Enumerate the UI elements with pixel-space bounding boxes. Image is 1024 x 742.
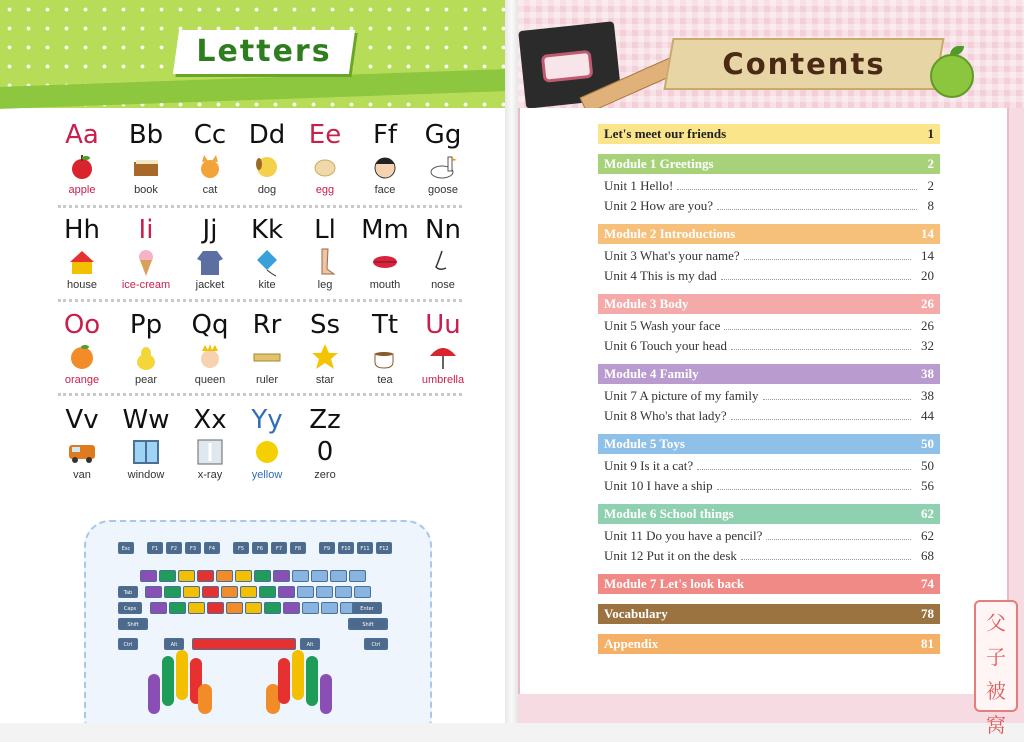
toc-page-number: 38 bbox=[921, 366, 934, 381]
toc-unit-row bbox=[598, 386, 940, 406]
leg-icon bbox=[310, 247, 340, 277]
letter-key bbox=[354, 586, 371, 598]
letter-key bbox=[254, 570, 271, 582]
fn-key: F2 bbox=[166, 542, 182, 554]
letter-key bbox=[183, 586, 200, 598]
toc-unit-row bbox=[598, 336, 940, 356]
letter-key bbox=[159, 570, 176, 582]
green-apple-icon bbox=[930, 54, 974, 98]
toc-label: Unit 7 A picture of my family bbox=[604, 388, 759, 403]
letter-word: queen bbox=[194, 374, 226, 386]
enter-key: Enter bbox=[352, 602, 382, 614]
toc-page-number: 62 bbox=[921, 506, 934, 521]
letter-pair: Yy bbox=[251, 405, 283, 435]
letter-word: orange bbox=[64, 374, 100, 386]
toc-module-heading bbox=[598, 634, 940, 654]
toc-module-heading bbox=[598, 434, 940, 454]
letter-card-book bbox=[116, 120, 176, 196]
nose-icon bbox=[428, 247, 458, 277]
toc-label: Unit 6 Touch your head bbox=[604, 338, 728, 353]
letter-word: ruler bbox=[255, 374, 278, 386]
letter-card-window bbox=[116, 405, 176, 481]
letter-card-kite bbox=[237, 215, 297, 291]
goose-icon bbox=[428, 152, 458, 182]
toc-label: Appendix bbox=[604, 636, 659, 651]
fn-key: F1 bbox=[147, 542, 163, 554]
letter-word: jacket bbox=[195, 279, 225, 291]
toc-page-number: 56 bbox=[921, 478, 934, 493]
toc-page-number: 26 bbox=[921, 318, 934, 333]
letter-word: star bbox=[315, 374, 335, 386]
toc-unit-row bbox=[598, 316, 940, 336]
letter-pair: Mm bbox=[361, 215, 409, 245]
letter-pair: Aa bbox=[65, 120, 99, 150]
letter-card-nose bbox=[413, 215, 473, 291]
letter-card-yellow bbox=[237, 405, 297, 481]
toc-page-number: 2 bbox=[927, 178, 934, 193]
toc-page-number: 1 bbox=[927, 126, 934, 141]
yellow-paint-icon bbox=[252, 437, 282, 467]
pear-icon bbox=[131, 342, 161, 372]
toc-page-number: 38 bbox=[921, 388, 934, 403]
tea-icon bbox=[370, 342, 400, 372]
letter-pair: Gg bbox=[424, 120, 462, 150]
letter-card-mouth bbox=[355, 215, 415, 291]
letter-key bbox=[302, 602, 319, 614]
letter-word: kite bbox=[258, 279, 276, 291]
letter-key bbox=[169, 602, 186, 614]
letter-key bbox=[311, 570, 328, 582]
letter-word: leg bbox=[317, 279, 333, 291]
toc-label: Unit 10 I have a ship bbox=[604, 478, 713, 493]
letter-word: nose bbox=[431, 279, 455, 291]
letter-key bbox=[221, 586, 238, 598]
alt-key: Alt bbox=[300, 638, 320, 650]
letter-key bbox=[207, 602, 224, 614]
toc-label: Unit 9 Is it a cat? bbox=[604, 458, 694, 473]
letter-word: zero bbox=[314, 469, 336, 481]
letter-key bbox=[188, 602, 205, 614]
star-icon bbox=[310, 342, 340, 372]
letter-pair: Cc bbox=[193, 120, 227, 150]
letter-card-face bbox=[355, 120, 415, 196]
fn-key: F6 bbox=[252, 542, 268, 554]
house-icon bbox=[67, 247, 97, 277]
contents-title: Contents bbox=[722, 47, 886, 81]
toc-label: Unit 4 This is my dad bbox=[604, 268, 717, 283]
letter-card-dog bbox=[237, 120, 297, 196]
toc-page-number: 74 bbox=[921, 576, 934, 591]
ctrl-key: Ctrl bbox=[364, 638, 388, 650]
toc-page-number: 32 bbox=[921, 338, 934, 353]
left-hand-icon bbox=[148, 644, 214, 723]
toc-unit-row bbox=[598, 406, 940, 426]
toc-page-number: 20 bbox=[921, 268, 934, 283]
toc-label: Unit 2 How are you? bbox=[604, 198, 714, 213]
dot-leader bbox=[731, 349, 911, 350]
row-divider bbox=[58, 205, 462, 208]
letter-key bbox=[330, 570, 347, 582]
toc-label: Unit 1 Hello! bbox=[604, 178, 674, 193]
letter-card-goose bbox=[413, 120, 473, 196]
letter-key bbox=[264, 602, 281, 614]
apple-icon bbox=[67, 152, 97, 182]
toc-label: Let's meet our friends bbox=[604, 126, 727, 141]
letter-pair: Vv bbox=[65, 405, 99, 435]
letter-card-house bbox=[52, 215, 112, 291]
letter-pair: Ss bbox=[309, 310, 341, 340]
letter-card-van bbox=[52, 405, 112, 481]
toc-page-number: 50 bbox=[921, 458, 934, 473]
letter-pair: Ii bbox=[138, 215, 154, 245]
letter-card-umbrella bbox=[413, 310, 473, 386]
toc-page-number: 14 bbox=[921, 248, 934, 263]
letter-key bbox=[145, 586, 162, 598]
letter-key bbox=[164, 586, 181, 598]
letter-pair: Jj bbox=[202, 215, 218, 245]
dog-icon bbox=[252, 152, 282, 182]
keyboard-illustration bbox=[112, 540, 402, 658]
toc-module-heading bbox=[598, 574, 940, 594]
letter-pair: Kk bbox=[250, 215, 284, 245]
letter-key bbox=[235, 570, 252, 582]
letter-card-orange bbox=[52, 310, 112, 386]
dot-leader bbox=[717, 489, 911, 490]
toc-page-number: 81 bbox=[921, 636, 934, 651]
letter-key bbox=[150, 602, 167, 614]
toc-label: Module 6 School things bbox=[604, 506, 734, 521]
toc-label: Module 2 Introductions bbox=[604, 226, 736, 241]
toc-label: Module 1 Greetings bbox=[604, 156, 714, 171]
jacket-icon bbox=[195, 247, 225, 277]
toc-unit-row bbox=[598, 266, 940, 286]
letter-word: book bbox=[134, 184, 158, 196]
toc-page-number: 62 bbox=[921, 528, 934, 543]
toc-module-heading bbox=[598, 294, 940, 314]
letter-card-ice-cream bbox=[116, 215, 176, 291]
letter-key bbox=[283, 602, 300, 614]
letter-word: dog bbox=[257, 184, 277, 196]
fn-key: F9 bbox=[319, 542, 335, 554]
row-divider bbox=[58, 393, 462, 396]
letter-key bbox=[240, 586, 257, 598]
letter-pair: Pp bbox=[129, 310, 163, 340]
toc-label: Unit 3 What's your name? bbox=[604, 248, 740, 263]
shift-key: Shift bbox=[348, 618, 388, 630]
letter-key bbox=[292, 570, 309, 582]
letters-page bbox=[0, 0, 505, 723]
letter-word: egg bbox=[315, 184, 335, 196]
dot-leader bbox=[677, 189, 917, 190]
fn-key: F10 bbox=[338, 542, 354, 554]
letter-pair: Ww bbox=[122, 405, 170, 435]
letter-word: apple bbox=[68, 184, 96, 196]
letter-key bbox=[273, 570, 290, 582]
letter-pair: Qq bbox=[191, 310, 229, 340]
toc-label: Vocabulary bbox=[604, 606, 668, 621]
ctrl-key: Ctrl bbox=[118, 638, 138, 650]
dot-leader bbox=[766, 539, 911, 540]
toc-module-heading bbox=[598, 124, 940, 144]
caps-lock-key: Caps bbox=[118, 602, 142, 614]
letter-pair: Uu bbox=[425, 310, 461, 340]
letter-word: tea bbox=[377, 374, 393, 386]
fn-key: F8 bbox=[290, 542, 306, 554]
queen-icon bbox=[195, 342, 225, 372]
cat-icon bbox=[195, 152, 225, 182]
contents-title-tag bbox=[663, 38, 944, 90]
toc-page-number: 68 bbox=[921, 548, 934, 563]
egg-icon bbox=[310, 152, 340, 182]
letter-card-star bbox=[295, 310, 355, 386]
toc-module-heading bbox=[598, 504, 940, 524]
letter-pair: Nn bbox=[425, 215, 461, 245]
contents-header bbox=[518, 0, 1024, 108]
toc-module-heading bbox=[598, 604, 940, 624]
letter-pair: Rr bbox=[252, 310, 282, 340]
letter-word: cat bbox=[202, 184, 218, 196]
window-icon bbox=[131, 437, 161, 467]
toc-page-number: 14 bbox=[921, 226, 934, 241]
letter-card-ruler bbox=[237, 310, 297, 386]
seal-stamp: 父 子 被 窝 bbox=[974, 600, 1018, 712]
ice-cream-icon bbox=[131, 247, 161, 277]
letter-pair: Tt bbox=[371, 310, 399, 340]
letter-word: x-ray bbox=[197, 469, 223, 481]
letters-title-tag bbox=[173, 30, 355, 74]
contents-page bbox=[518, 0, 1024, 723]
dot-leader bbox=[744, 259, 911, 260]
toc-page-number: 78 bbox=[921, 606, 934, 621]
fn-key: F5 bbox=[233, 542, 249, 554]
tab-key: Tab bbox=[118, 586, 138, 598]
dot-leader bbox=[697, 469, 911, 470]
toc-module-heading bbox=[598, 154, 940, 174]
ruler-icon bbox=[252, 342, 282, 372]
dot-leader bbox=[717, 209, 917, 210]
toc-label: Module 7 Let's look back bbox=[604, 576, 745, 591]
letters-header bbox=[0, 0, 505, 108]
letter-card-egg bbox=[295, 120, 355, 196]
fn-key: F7 bbox=[271, 542, 287, 554]
shift-key: Shift bbox=[118, 618, 148, 630]
letter-word: yellow bbox=[251, 469, 283, 481]
dot-leader bbox=[724, 329, 911, 330]
letter-key bbox=[178, 570, 195, 582]
toc-unit-row bbox=[598, 176, 940, 196]
umbrella-icon bbox=[428, 342, 458, 372]
letter-pair: Ll bbox=[314, 215, 336, 245]
toc-page-number: 26 bbox=[921, 296, 934, 311]
letter-key bbox=[321, 602, 338, 614]
letter-key bbox=[335, 586, 352, 598]
letter-pair: Ff bbox=[372, 120, 398, 150]
toc-label: Unit 12 Put it on the desk bbox=[604, 548, 737, 563]
row-divider bbox=[58, 299, 462, 302]
letter-key bbox=[202, 586, 219, 598]
kite-icon bbox=[252, 247, 282, 277]
letter-pair: Dd bbox=[248, 120, 286, 150]
letter-pair: Oo bbox=[63, 310, 101, 340]
letter-word: face bbox=[374, 184, 396, 196]
van-icon bbox=[67, 437, 97, 467]
fn-key: Esc bbox=[118, 542, 134, 554]
fn-key: F4 bbox=[204, 542, 220, 554]
x-ray-icon bbox=[195, 437, 225, 467]
dot-leader bbox=[763, 399, 911, 400]
toc-unit-row bbox=[598, 456, 940, 476]
toc-label: Module 5 Toys bbox=[604, 436, 685, 451]
book-icon bbox=[131, 152, 161, 182]
letter-pair: Hh bbox=[63, 215, 101, 245]
mouth-icon bbox=[370, 247, 400, 277]
toc-unit-row bbox=[598, 546, 940, 566]
letter-word: van bbox=[73, 469, 91, 481]
letter-word: window bbox=[127, 469, 165, 481]
face-icon bbox=[370, 152, 400, 182]
letter-word: house bbox=[67, 279, 97, 291]
letters-title: Letters bbox=[196, 34, 332, 69]
letter-pair: Xx bbox=[193, 405, 227, 435]
letter-word: ice-cream bbox=[121, 279, 171, 291]
letter-card-apple bbox=[52, 120, 112, 196]
fn-key: F11 bbox=[357, 542, 373, 554]
letter-card-leg bbox=[295, 215, 355, 291]
fn-key: F12 bbox=[376, 542, 392, 554]
toc-page-number: 44 bbox=[921, 408, 934, 423]
dot-leader bbox=[731, 419, 911, 420]
dot-leader bbox=[741, 559, 911, 560]
letter-pair: Ee bbox=[308, 120, 342, 150]
dot-leader bbox=[721, 279, 911, 280]
letter-key bbox=[259, 586, 276, 598]
toc-label: Module 3 Body bbox=[604, 296, 689, 311]
letter-card-jacket bbox=[180, 215, 240, 291]
letter-key bbox=[349, 570, 366, 582]
book-gutter bbox=[505, 0, 518, 723]
letter-key bbox=[216, 570, 233, 582]
letter-card-pear bbox=[116, 310, 176, 386]
toc-module-heading bbox=[598, 224, 940, 244]
alt-key: Alt bbox=[164, 638, 184, 650]
toc-unit-row bbox=[598, 526, 940, 546]
letter-key bbox=[140, 570, 157, 582]
letter-key bbox=[197, 570, 214, 582]
toc-module-heading bbox=[598, 364, 940, 384]
letter-word: mouth bbox=[369, 279, 401, 291]
toc-label: Unit 11 Do you have a pencil? bbox=[604, 528, 763, 543]
letter-key bbox=[297, 586, 314, 598]
toc-label: Module 4 Family bbox=[604, 366, 699, 381]
toc-page-number: 50 bbox=[921, 436, 934, 451]
letter-key bbox=[245, 602, 262, 614]
letter-card-x-ray bbox=[180, 405, 240, 481]
letter-pair: Bb bbox=[128, 120, 164, 150]
toc-unit-row bbox=[598, 476, 940, 496]
orange-icon bbox=[67, 342, 97, 372]
letter-card-cat bbox=[180, 120, 240, 196]
toc-label: Unit 5 Wash your face bbox=[604, 318, 721, 333]
zero-icon: 0 bbox=[316, 437, 334, 467]
right-hand-icon bbox=[266, 644, 346, 723]
toc-unit-row bbox=[598, 246, 940, 266]
letter-card-zero bbox=[295, 405, 355, 481]
letter-key bbox=[316, 586, 333, 598]
letter-key bbox=[226, 602, 243, 614]
letter-word: goose bbox=[428, 184, 458, 196]
letter-pair: Zz bbox=[309, 405, 341, 435]
letter-card-queen bbox=[180, 310, 240, 386]
letter-word: pear bbox=[134, 374, 158, 386]
toc-page-number: 2 bbox=[927, 156, 934, 171]
toc-label: Unit 8 Who's that lady? bbox=[604, 408, 727, 423]
toc-unit-row bbox=[598, 196, 940, 216]
fn-key: F3 bbox=[185, 542, 201, 554]
toc-page-number: 8 bbox=[927, 198, 934, 213]
letter-word: umbrella bbox=[421, 374, 465, 386]
letter-card-tea bbox=[355, 310, 415, 386]
letter-key bbox=[278, 586, 295, 598]
